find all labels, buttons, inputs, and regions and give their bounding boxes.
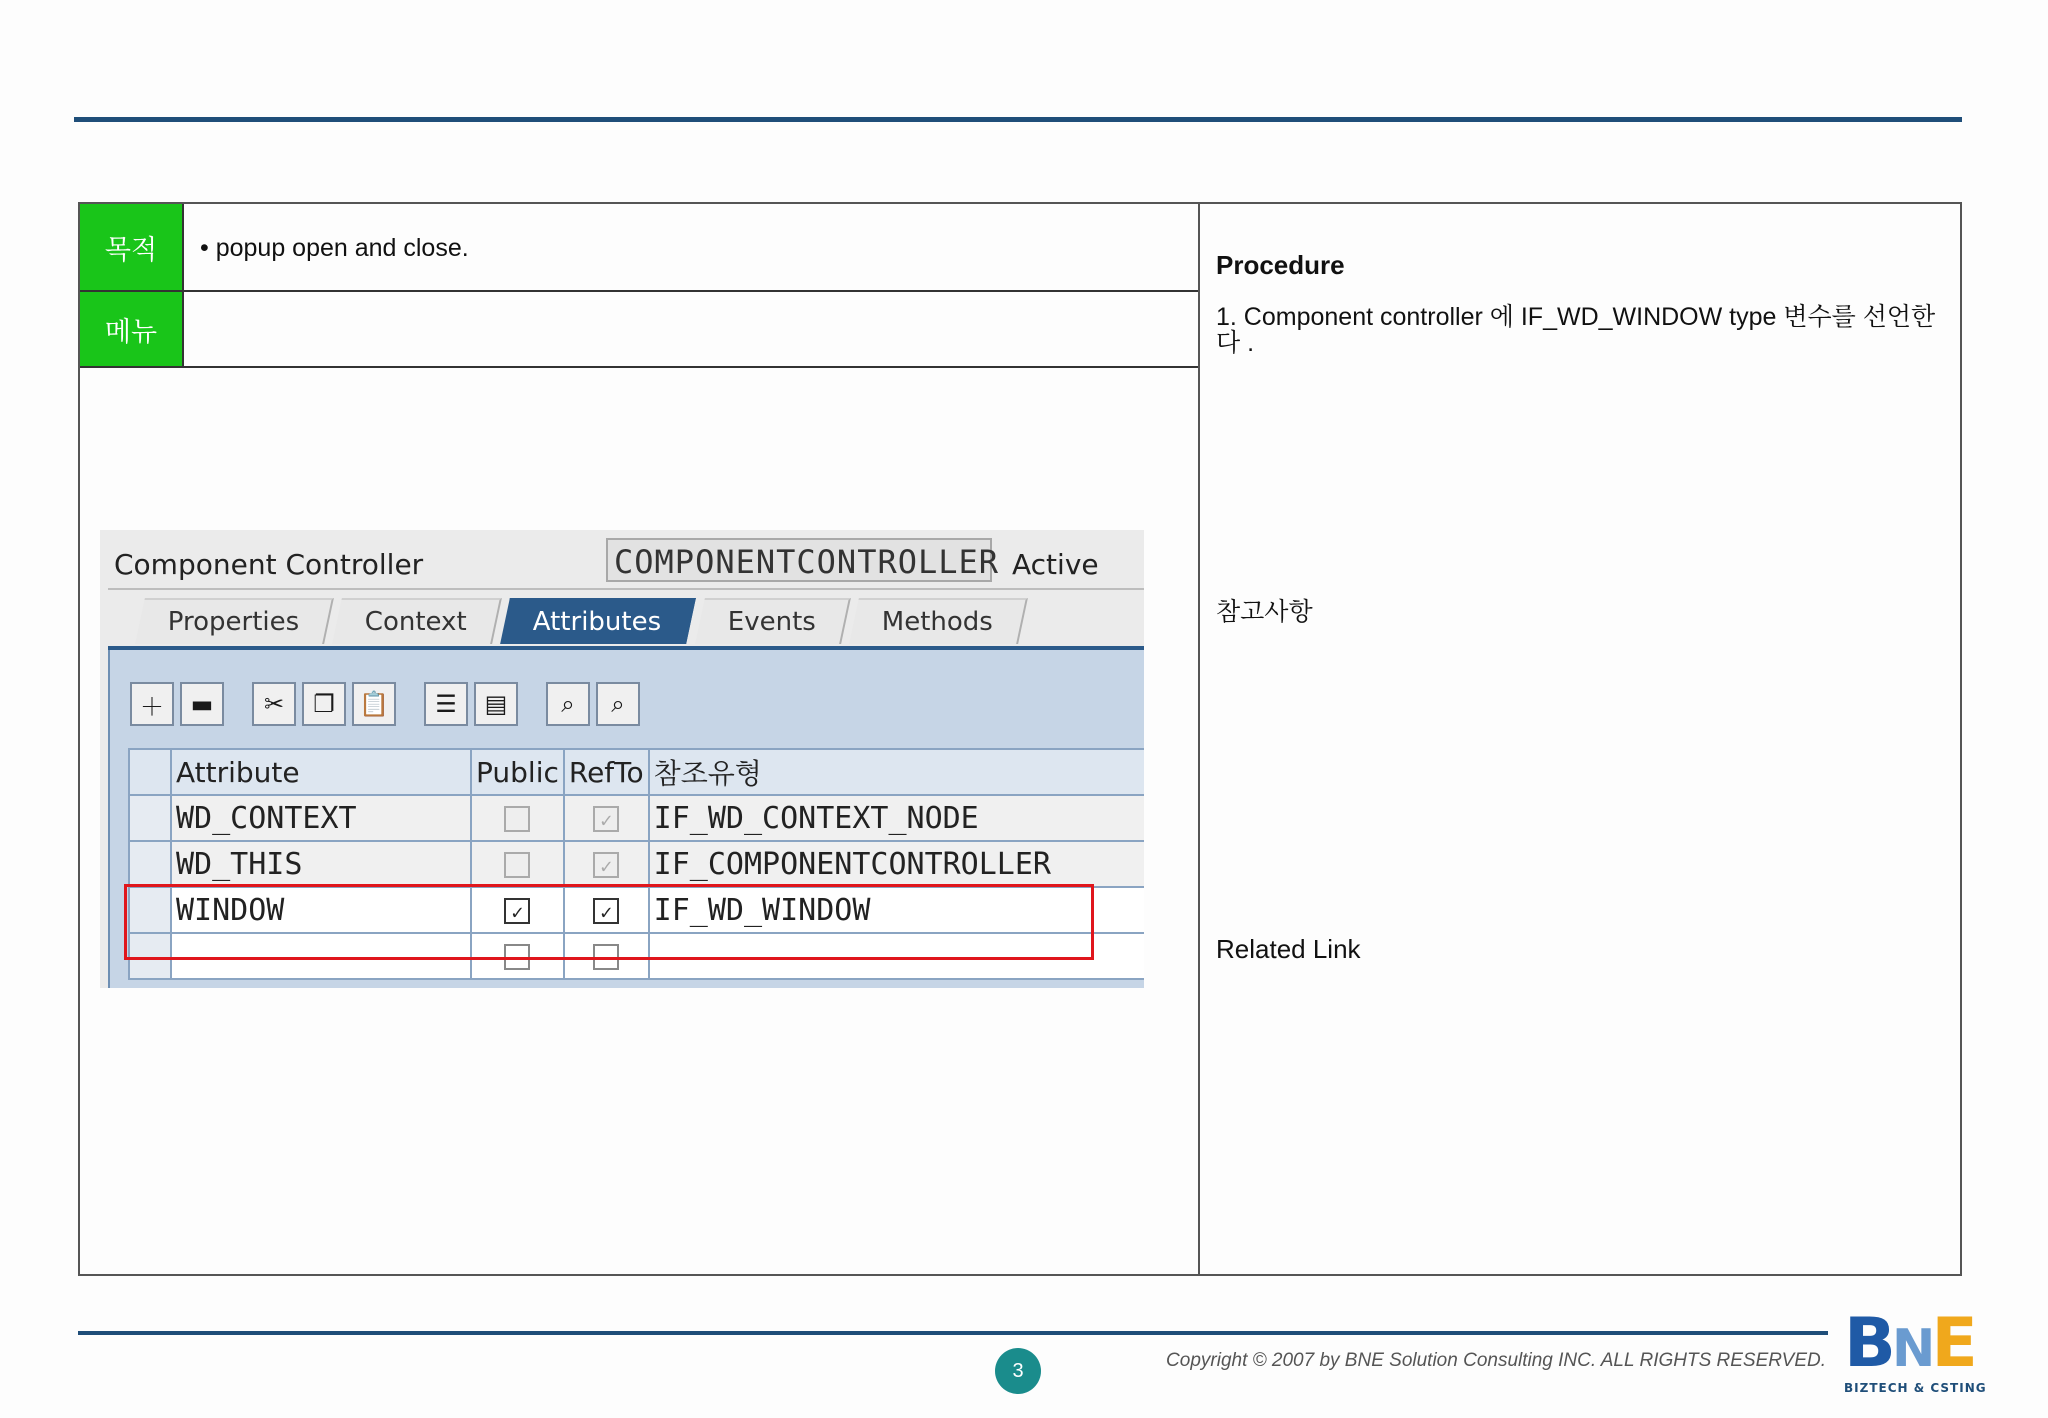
col-public: Public: [471, 749, 564, 795]
controller-label: Component Controller: [114, 548, 424, 581]
select-all-cell[interactable]: [129, 749, 171, 795]
find-next-icon[interactable]: ⌕: [596, 682, 640, 726]
insert-row-icon[interactable]: ＋: [130, 682, 174, 726]
attribute-cell[interactable]: WINDOW: [171, 887, 471, 933]
tab-events[interactable]: [695, 598, 851, 644]
reference-title: 참고사항: [1216, 598, 1313, 626]
procedure-title: Procedure: [1216, 250, 1345, 280]
refto-cell: [564, 841, 649, 887]
sap-component-controller-screenshot: [100, 530, 1144, 988]
cut-icon[interactable]: ✂: [252, 682, 296, 726]
detail-list-icon[interactable]: ▤: [474, 682, 518, 726]
procedure-step-1: 1. Component controller 에 IF_WD_WINDOW type 변수를 선언한다 .: [1216, 303, 1936, 357]
col-ref-type: 참조유형: [649, 749, 1144, 795]
refto-checkbox[interactable]: ✓: [593, 898, 619, 924]
header-divider: [108, 588, 1144, 590]
tab-strip: [140, 598, 1031, 646]
public-cell: [471, 841, 564, 887]
purpose-text: • popup open and close.: [200, 234, 469, 262]
row-selector[interactable]: [129, 795, 171, 841]
paste-icon[interactable]: 📋: [352, 682, 396, 726]
copyright-text: Copyright © 2007 by BNE Solution Consulting INC. ALL RIGHTS RESERVED.: [1166, 1350, 1826, 1371]
bne-logo: [1844, 1304, 1998, 1395]
public-checkbox[interactable]: [504, 852, 530, 878]
attribute-cell[interactable]: WD_THIS: [171, 841, 471, 887]
highlight-box: [124, 884, 1094, 960]
procedure-panel: [1200, 204, 1962, 1274]
refto-checkbox[interactable]: ✓: [593, 852, 619, 878]
menu-cell: [184, 292, 1198, 368]
controller-status: Active: [1012, 548, 1099, 581]
tab-label: Context: [365, 607, 468, 637]
menu-label: 메뉴: [80, 292, 184, 368]
purpose-label: 목적: [80, 204, 184, 292]
refto-cell: [564, 795, 649, 841]
find-icon[interactable]: ⌕: [546, 682, 590, 726]
tab-label: Attributes: [533, 607, 662, 637]
delete-row-icon[interactable]: ▬: [180, 682, 224, 726]
tab-methods[interactable]: [849, 598, 1028, 644]
attributes-toolbar: [130, 682, 646, 726]
type-cell[interactable]: IF_COMPONENTCONTROLLER: [649, 841, 1144, 887]
public-checkbox[interactable]: [504, 806, 530, 832]
related-link-title: Related Link: [1216, 934, 1361, 964]
tab-label: Properties: [167, 607, 300, 637]
table-row: [129, 841, 1144, 887]
col-attribute: Attribute: [171, 749, 471, 795]
details-icon[interactable]: ☰: [424, 682, 468, 726]
copy-icon[interactable]: ❐: [302, 682, 346, 726]
row-selector[interactable]: [129, 841, 171, 887]
table-row: [129, 795, 1144, 841]
controller-name-field[interactable]: COMPONENTCONTROLLER: [606, 538, 992, 582]
refto-checkbox[interactable]: ✓: [593, 806, 619, 832]
public-checkbox[interactable]: ✓: [504, 898, 530, 924]
logo-mark: BNE: [1844, 1304, 1974, 1383]
page-number: 3: [995, 1348, 1041, 1394]
bottom-rule: [78, 1331, 1828, 1335]
tab-label: Methods: [881, 607, 993, 637]
attribute-cell[interactable]: WD_CONTEXT: [171, 795, 471, 841]
tab-properties[interactable]: [135, 598, 334, 644]
table-header-row: [129, 749, 1144, 795]
type-cell[interactable]: IF_WD_CONTEXT_NODE: [649, 795, 1144, 841]
public-cell: [471, 795, 564, 841]
type-cell[interactable]: IF_WD_WINDOW: [649, 887, 1144, 933]
purpose-cell: [184, 204, 1198, 292]
col-refto: RefTo: [564, 749, 649, 795]
tab-context[interactable]: [333, 598, 503, 644]
top-rule: [74, 117, 1962, 122]
tab-attributes[interactable]: [500, 598, 696, 644]
logo-subtitle: BIZTECH & CSTING: [1844, 1381, 1987, 1395]
tab-label: Events: [727, 607, 816, 637]
